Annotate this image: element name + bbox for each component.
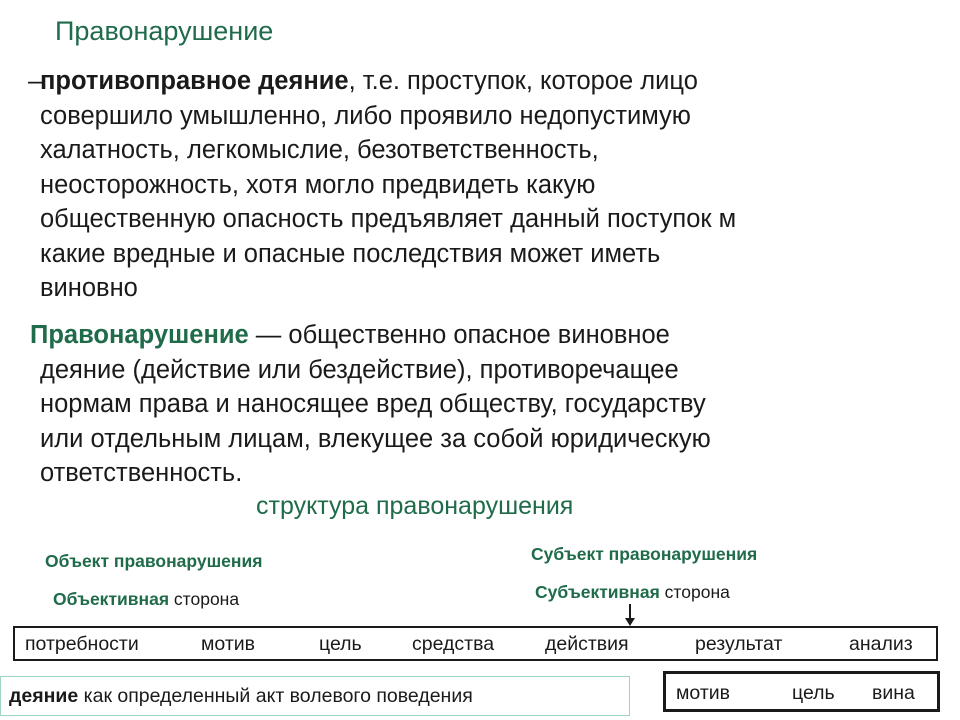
paragraph-2-line-0-rest: — общественно опасное виновное <box>248 321 670 349</box>
chain-item-goal: цель <box>319 633 362 655</box>
element-guilt: вина <box>872 682 915 704</box>
subject-label: Субъект правонарушения <box>531 544 758 564</box>
chain-item-needs: потребности <box>25 633 139 655</box>
dash: – <box>28 67 43 95</box>
definition-paragraph-2 <box>30 318 920 491</box>
structure-title: структура правонарушения <box>256 492 574 520</box>
objective-side-bold: Объективная <box>53 589 170 609</box>
definition-paragraph-1 <box>28 64 920 306</box>
paragraph-1-line: какие вредные и опасные последствия может иметь <box>40 239 661 268</box>
element-motive: мотив <box>676 682 731 704</box>
paragraph-1-first-line <box>28 64 920 99</box>
subjective-elements-box <box>663 671 940 712</box>
paragraph-2-line: деяние (действие или бездействие), противоречащее <box>40 355 679 384</box>
paragraph-2-first-line <box>30 318 920 353</box>
paragraph-2-line: ответственность. <box>40 459 243 487</box>
objective-side-rest: сторона <box>169 589 240 609</box>
object-label: Объект правонарушения <box>45 551 263 571</box>
paragraph-1-line-0-rest: , т.е. проступок, которое лицо <box>348 67 698 95</box>
chain-item-result: результат <box>695 633 783 655</box>
subjective-side-label <box>535 582 730 603</box>
bold-term-offense: Правонарушение <box>30 321 249 349</box>
subjective-side-bold: Субъективная <box>535 582 660 602</box>
chain-item-analysis: анализ <box>849 633 913 655</box>
deed-definition-box <box>0 676 630 716</box>
chain-item-means: средства <box>412 633 495 655</box>
subjective-side-rest: сторона <box>659 582 730 602</box>
paragraph-1-line: виновно <box>40 274 138 302</box>
element-goal: цель <box>792 682 835 704</box>
arrow-down-icon <box>625 618 635 626</box>
chain-item-motive: мотив <box>201 633 256 655</box>
paragraph-1-line: совершило умышленно, либо проявило недопустимую <box>40 101 691 130</box>
chain-item-actions: действия <box>545 633 629 655</box>
paragraph-1-line: общественную опасность предъявляет данный поступок м <box>40 205 737 233</box>
bold-term-unlawful-act: противоправное деяние <box>40 67 349 95</box>
slide-title: Правонарушение <box>55 16 274 46</box>
paragraph-1-line: халатность, легкомыслие, безответственность, <box>40 136 599 164</box>
objective-side-label <box>53 589 239 610</box>
paragraph-2-line: нормам права и наносящее вред обществу, государству <box>40 390 706 418</box>
paragraph-2-line: или отдельным лицам, влекущее за собой юридическую <box>40 424 711 453</box>
paragraph-1-line: неосторожность, хотя могло предвидеть какую <box>40 170 596 199</box>
deed-rest: как определенный акт волевого поведения <box>78 685 473 707</box>
deed-bold: деяние <box>9 685 79 707</box>
behavior-chain-box <box>13 626 938 661</box>
